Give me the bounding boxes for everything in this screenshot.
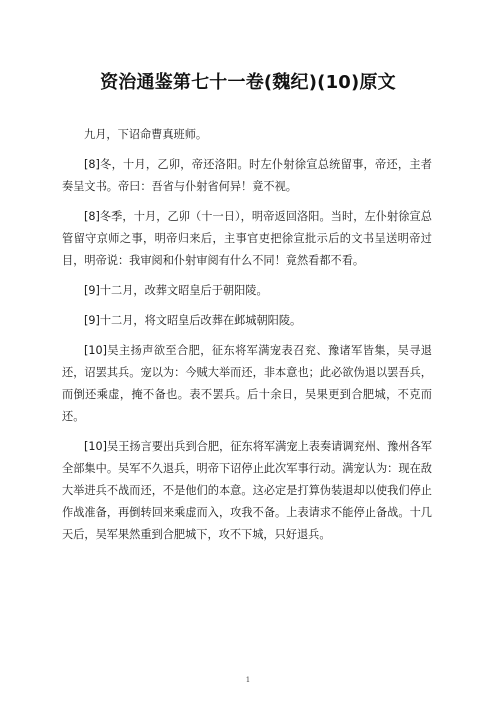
- paragraph: 九月，下诏命曹真班师。: [84, 128, 208, 141]
- paragraph: [9]十二月，将文昭皇后改葬在邺城朝阳陵。: [84, 314, 302, 327]
- paragraph: [10]吴王扬言要出兵到合肥，征东将军满宠上表奏请调兖州、豫州各军全部集中。吴军不久退兵，明帝下诏停止此次军事行动。满宠认为：现在敌大举进兵不战而还，不是他们的本意。这必定是打算伪装退却以使我们停止作战准备，再倒转回来乘虚而入，攻我不备。上表请求不能停止备战。十几天后，吴军果然重到合肥城下，攻不下城，只好退兵。: [62, 440, 432, 541]
- paragraph: [8]冬季，十月，乙卯（十一日），明帝返回洛阳。当时，左仆射徐宣总管留守京师之事，明帝归来后，主事官吏把徐宣批示后的文书呈送明帝过目，明帝说：我审阅和仆射审阅有什么不同！竟然看都不看。: [62, 210, 432, 267]
- paragraph: [8]冬，十月，乙卯，帝还洛阳。时左仆射徐宣总统留事，帝还，主者奏呈文书。帝曰：吾省与仆射省何异！竟不视。: [62, 158, 432, 193]
- page-title: 资治通鉴第七十一卷(魏纪)(10)原文: [100, 72, 396, 93]
- body-text: [62, 124, 432, 554]
- paragraph: [9]十二月，改葬文昭皇后于朝阳陵。: [84, 284, 268, 297]
- paragraph: [10]吴主扬声欲至合肥，征东将军满宠表召兖、豫诸军皆集，吴寻退还，诏罢其兵。宠以为：今贼大举而还，非本意也；此必欲伪退以罢吾兵，而倒还乘虚，掩不备也。表不罢兵。后十余日，吴果更到合肥城，不克而还。: [62, 344, 432, 423]
- page-number: 1: [245, 676, 251, 684]
